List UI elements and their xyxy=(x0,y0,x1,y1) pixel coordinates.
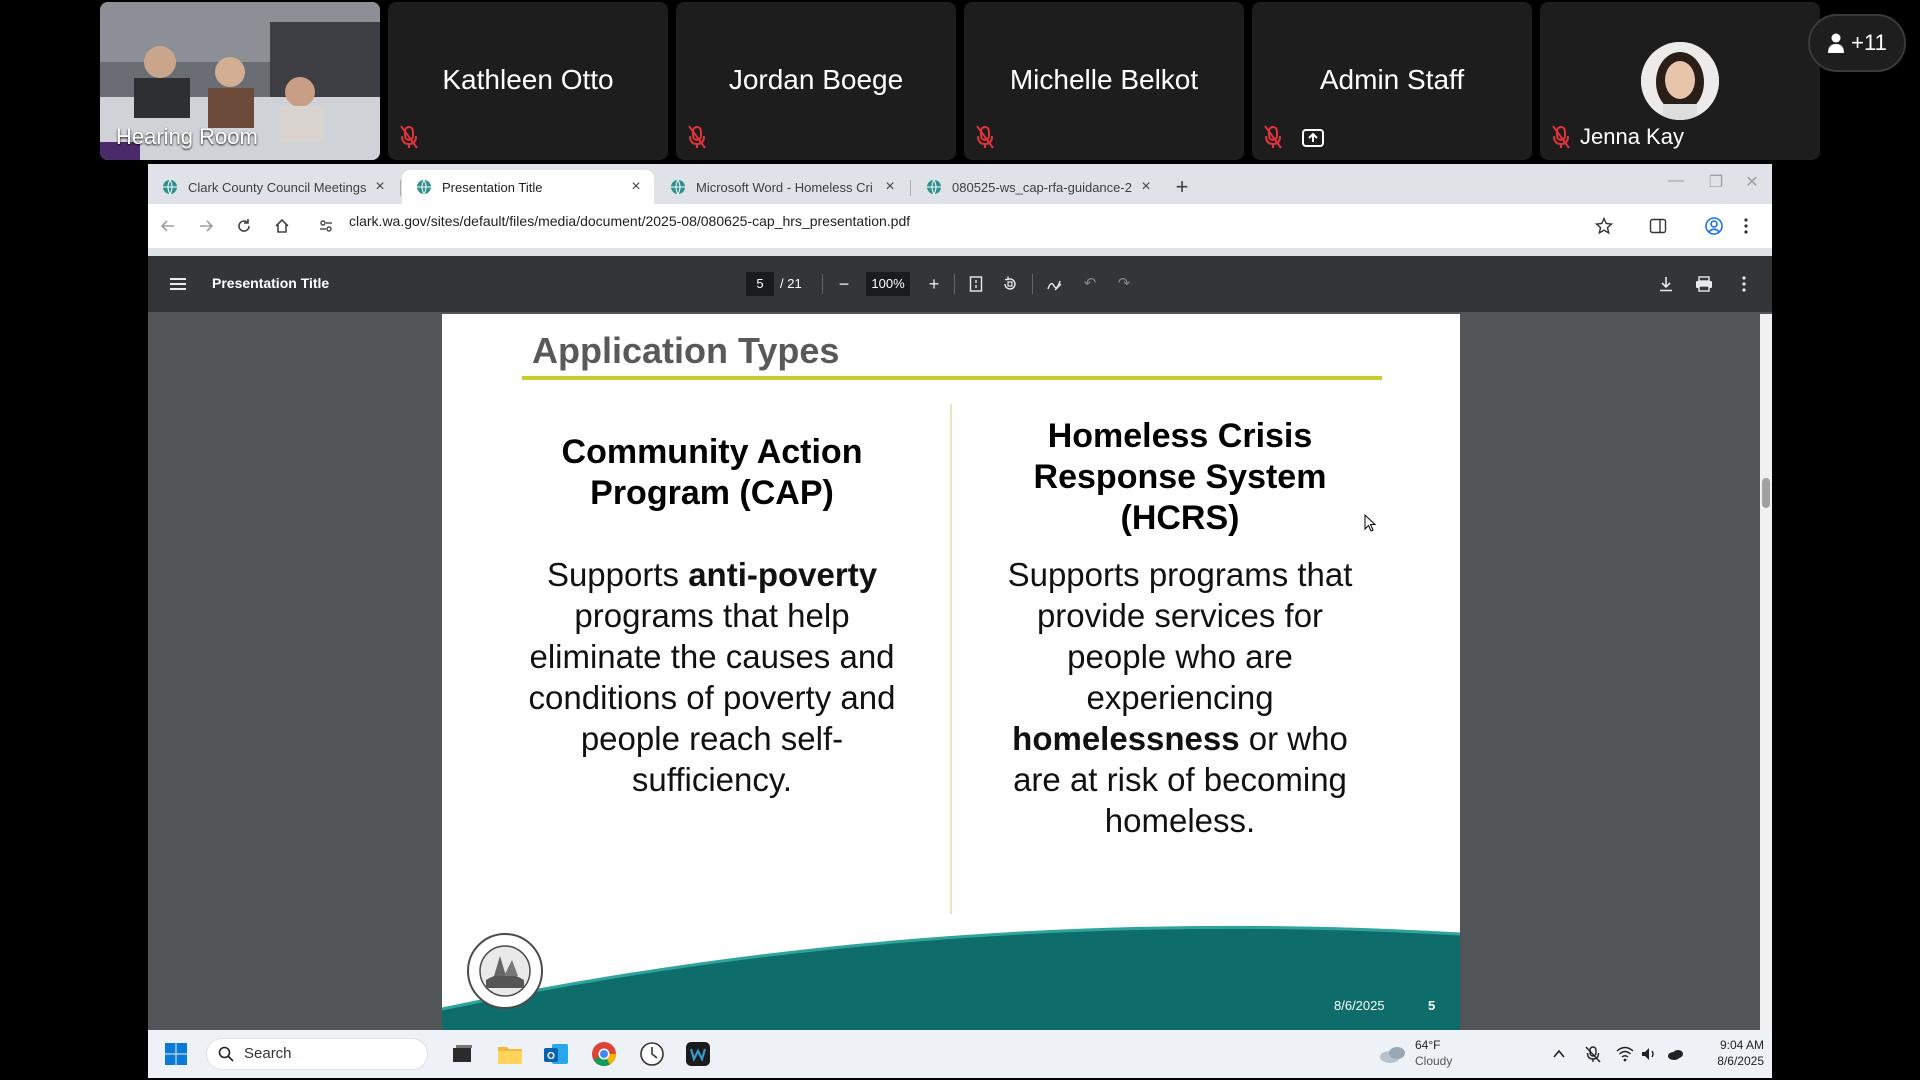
column-divider xyxy=(950,404,952,914)
participant-tile-kathleen-otto[interactable] xyxy=(388,2,668,160)
more-participants-count: +11 xyxy=(1851,30,1887,55)
menu-icon[interactable] xyxy=(168,274,188,294)
body-line: people reach self- xyxy=(580,720,844,757)
slide-title: Application Types xyxy=(532,330,840,371)
body-line: provide services for xyxy=(1036,597,1324,634)
body-line: experiencing xyxy=(1086,679,1274,716)
participant-name: Michelle Belkot xyxy=(1009,64,1199,95)
mic-muted-icon xyxy=(1550,124,1572,150)
slide-page-number: 5 xyxy=(1428,998,1436,1013)
body-line: programs that help xyxy=(574,597,850,634)
site-info-icon[interactable] xyxy=(314,214,338,238)
cap-description xyxy=(502,554,922,800)
mic-muted-icon xyxy=(398,124,420,150)
heading-line: Homeless Crisis xyxy=(1047,417,1313,455)
screen-share-icon xyxy=(1302,129,1324,149)
windows-start-icon[interactable] xyxy=(164,1042,188,1066)
mic-muted-icon[interactable] xyxy=(1584,1045,1602,1063)
maximize-button[interactable]: ❐ xyxy=(1708,174,1724,191)
body-line: people who are xyxy=(1067,638,1293,675)
zoom-in-icon[interactable]: + xyxy=(928,274,940,294)
avatar xyxy=(1641,42,1719,120)
heading-line: Response System xyxy=(1033,458,1327,496)
download-icon[interactable] xyxy=(1656,274,1676,294)
redo-icon[interactable]: ↷ xyxy=(1117,275,1131,292)
mic-muted-icon xyxy=(1262,124,1284,150)
reload-button[interactable] xyxy=(232,214,256,238)
body-bold-text: anti-poverty xyxy=(688,556,878,593)
window-close-button[interactable]: ✕ xyxy=(1745,174,1759,191)
participant-tile-admin-staff[interactable] xyxy=(1252,2,1532,160)
home-button[interactable] xyxy=(270,214,294,238)
tab-label: Clark County Council Meetings xyxy=(188,179,366,195)
profile-icon[interactable] xyxy=(1702,214,1726,238)
hcrs-heading xyxy=(970,416,1390,539)
participant-name: Hearing Room xyxy=(116,124,258,149)
annotate-icon[interactable] xyxy=(1044,274,1064,294)
mic-muted-icon xyxy=(974,124,996,150)
body-line: Supports programs that xyxy=(1007,556,1353,593)
chrome-icon[interactable] xyxy=(590,1040,618,1068)
participant-tile-michelle-belkot[interactable] xyxy=(964,2,1244,160)
participant-name: Kathleen Otto xyxy=(442,64,614,95)
participant-tile-jordan-boege[interactable] xyxy=(676,2,956,160)
weather-temperature: 64°F xyxy=(1415,1038,1441,1052)
print-icon[interactable] xyxy=(1694,274,1714,294)
pdf-page xyxy=(442,314,1460,1031)
url-text: clark.wa.gov/sites/default/files/media/document/2025-08/080625-cap_hrs_presentation.pdf xyxy=(349,213,911,229)
title-underline xyxy=(522,376,1382,380)
zoom-level-input[interactable]: 100% xyxy=(866,272,910,296)
back-button[interactable] xyxy=(156,214,180,238)
cap-heading xyxy=(512,432,912,514)
globe-icon xyxy=(670,179,686,195)
participant-name: Jordan Boege xyxy=(728,64,904,95)
taskbar-time[interactable]: 9:04 AM xyxy=(1719,1038,1764,1052)
mouse-cursor-icon xyxy=(1364,514,1376,532)
body-line: sufficiency. xyxy=(631,761,793,798)
participant-name: Jenna Kay xyxy=(1580,124,1684,149)
cloudy-weather-icon xyxy=(1378,1042,1408,1066)
divider xyxy=(1032,274,1033,294)
tab-close-icon[interactable]: × xyxy=(375,178,385,195)
wifi-icon[interactable] xyxy=(1616,1045,1634,1063)
heading-line: (HCRS) xyxy=(1120,499,1240,537)
participant-name: Admin Staff xyxy=(1319,64,1465,95)
forward-button[interactable] xyxy=(194,214,218,238)
sidebar-panel-icon[interactable] xyxy=(1646,214,1670,238)
globe-icon xyxy=(416,179,432,195)
body-line xyxy=(502,554,922,595)
search-icon xyxy=(218,1046,234,1062)
task-view-icon[interactable] xyxy=(448,1040,476,1068)
pdf-toolbar xyxy=(148,256,1772,312)
clock-app-icon[interactable] xyxy=(638,1040,666,1068)
tab-microsoft-word[interactable] xyxy=(656,170,908,204)
divider xyxy=(954,274,955,294)
taskbar-date[interactable]: 8/6/2025 xyxy=(1717,1054,1764,1068)
tab-divider xyxy=(400,180,401,196)
tab-clark-county-council-meetings[interactable] xyxy=(148,170,398,204)
tab-presentation-title[interactable] xyxy=(402,170,654,204)
person-icon xyxy=(1827,33,1845,53)
slide-date: 8/6/2025 xyxy=(1334,998,1385,1013)
bookmark-star-icon[interactable] xyxy=(1592,214,1616,238)
scrollbar-thumb[interactable] xyxy=(1762,478,1770,508)
browser-window xyxy=(148,164,1772,1078)
taskbar-search-box[interactable] xyxy=(206,1038,428,1070)
outlook-icon[interactable] xyxy=(542,1040,570,1068)
file-explorer-icon[interactable] xyxy=(496,1040,524,1068)
body-line: are at risk of becoming xyxy=(1013,761,1347,798)
minimize-button[interactable]: — xyxy=(1668,172,1684,189)
fit-page-icon[interactable] xyxy=(966,274,986,294)
tab-label: Microsoft Word - Homeless Cri xyxy=(696,179,873,195)
globe-icon xyxy=(162,179,178,195)
footer-wave xyxy=(442,914,1460,1031)
pdf-document-title: Presentation Title xyxy=(212,275,330,291)
taskbar-search-label: Search xyxy=(244,1045,292,1062)
tab-close-icon[interactable]: × xyxy=(631,178,641,195)
globe-icon xyxy=(926,179,942,195)
hcrs-description xyxy=(970,554,1390,841)
page-total: / 21 xyxy=(780,276,802,291)
heading-line: Program (CAP) xyxy=(590,474,834,512)
chevron-up-icon[interactable] xyxy=(1550,1045,1568,1063)
body-line: conditions of poverty and xyxy=(528,679,896,716)
webex-icon[interactable] xyxy=(684,1040,712,1068)
body-text: or who xyxy=(1239,720,1348,757)
page-number-input[interactable]: 5 xyxy=(746,272,774,296)
heading-line: Community Action xyxy=(561,433,863,471)
pdf-more-icon[interactable] xyxy=(1734,274,1754,294)
new-tab-button[interactable]: + xyxy=(1175,174,1189,199)
tab-strip xyxy=(148,164,1772,204)
tab-close-icon[interactable]: × xyxy=(1141,178,1151,195)
onedrive-sync-icon[interactable] xyxy=(1666,1045,1684,1063)
tab-divider xyxy=(910,180,911,196)
rotate-icon[interactable] xyxy=(1000,274,1020,294)
weather-description: Cloudy xyxy=(1415,1054,1453,1068)
participant-tile-hearing-room[interactable] xyxy=(100,2,380,160)
more-participants-button[interactable] xyxy=(1808,14,1906,72)
body-bold-text: homelessness xyxy=(1012,720,1240,757)
windows-taskbar xyxy=(148,1030,1772,1078)
divider xyxy=(822,274,823,294)
body-line: homeless. xyxy=(1104,802,1256,839)
tab-close-icon[interactable]: × xyxy=(885,178,895,195)
body-text: Supports xyxy=(546,556,689,593)
volume-icon[interactable] xyxy=(1640,1045,1658,1063)
tab-label: Presentation Title xyxy=(442,179,543,195)
tab-cap-rfa-guidance[interactable] xyxy=(912,170,1164,204)
browser-menu-icon[interactable] xyxy=(1734,214,1758,238)
participant-tile-jenna-kay[interactable] xyxy=(1540,2,1820,160)
svg-text:O: O xyxy=(547,1051,555,1062)
undo-icon[interactable]: ↶ xyxy=(1083,275,1097,292)
pdf-scrollbar[interactable] xyxy=(1760,314,1772,1030)
body-line xyxy=(970,718,1390,759)
zoom-out-icon[interactable]: − xyxy=(838,274,850,294)
county-seal-logo xyxy=(466,932,544,1010)
body-line: eliminate the causes and xyxy=(529,638,895,675)
mic-muted-icon xyxy=(686,124,708,150)
tab-label: 080525-ws_cap-rfa-guidance-2 xyxy=(952,179,1132,195)
